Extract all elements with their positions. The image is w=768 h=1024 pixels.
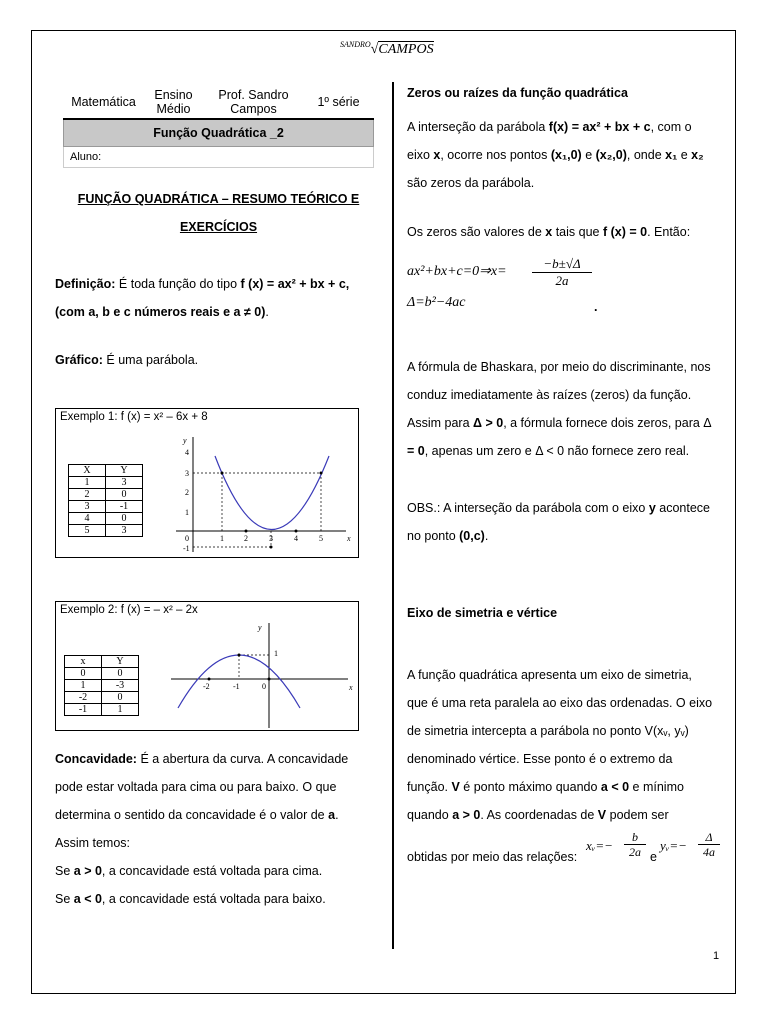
- text: A função quadrática apresenta um eixo de simetria,: [407, 668, 692, 682]
- example-2-box: [55, 601, 359, 731]
- text: são zeros da parábola.: [407, 176, 535, 190]
- y-axis-label: y: [258, 623, 262, 632]
- yv-fraction: [698, 830, 720, 859]
- table-cell: -1: [106, 501, 143, 513]
- origin-label: 0: [185, 534, 189, 543]
- var: y: [648, 501, 656, 515]
- fraction-numerator: b: [624, 830, 646, 845]
- student-cell: Aluno:: [64, 147, 374, 168]
- text: tais que: [552, 225, 603, 239]
- definition-end: .: [265, 305, 269, 319]
- x-tick-label: 4: [294, 534, 298, 543]
- text: é ponto máximo quando: [459, 780, 601, 794]
- formula: f(x) = ax² + bx + c: [548, 120, 651, 134]
- point: (x₁,0): [550, 148, 582, 162]
- table-header: Y: [102, 656, 139, 668]
- y-tick-label: 2: [185, 488, 189, 497]
- formula-left: ax²+bx+c=0⇒x=: [407, 264, 507, 279]
- and-word: e: [650, 850, 657, 864]
- x-tick-label: 2: [244, 534, 248, 543]
- var: x₂: [691, 148, 704, 162]
- data-point: [270, 546, 273, 549]
- concavity-end: .: [335, 808, 339, 822]
- xv-fraction: [624, 830, 646, 859]
- var: x₁: [665, 148, 678, 162]
- condition: Δ < 0: [535, 444, 565, 458]
- axis-paragraph: [407, 661, 722, 829]
- topic-cell: Função Quadrática _2: [64, 119, 374, 147]
- text: OBS.: A interseção da parábola com o eixo: [407, 501, 649, 515]
- x-tick-label: 0: [262, 682, 266, 691]
- table-header: X: [69, 465, 106, 477]
- text: e: [677, 148, 692, 162]
- rule-text: , a concavidade está voltada para baixo.: [101, 892, 326, 906]
- table-cell: -2: [65, 692, 102, 704]
- table-cell: 3: [69, 501, 106, 513]
- graph-paragraph: [55, 353, 198, 367]
- header-table: [63, 85, 374, 168]
- title-line-1: FUNÇÃO QUADRÁTICA – RESUMO TEÓRICO E: [77, 192, 360, 206]
- y-axis-label: y: [183, 436, 187, 445]
- table-cell: 1: [65, 680, 102, 692]
- y-tick-label: 1: [274, 649, 278, 658]
- table-cell: -1: [65, 704, 102, 716]
- table-cell: 2: [69, 489, 106, 501]
- bhaskara-formula: [407, 263, 507, 280]
- fraction-denominator: 2a: [629, 845, 641, 859]
- y-tick-label: 1: [185, 508, 189, 517]
- text: acontece: [655, 501, 710, 515]
- x-tick-label: 5: [319, 534, 323, 543]
- title-line-2: EXERCÍCIOS: [179, 220, 258, 234]
- text: . Então:: [647, 225, 691, 239]
- text: de simetria intercepta a parábola no ponto V(xᵥ, yᵥ): [407, 724, 689, 738]
- example-1-box: [55, 408, 359, 558]
- table-cell: 5: [69, 525, 106, 537]
- data-point: [221, 472, 224, 475]
- table-cell: 0: [102, 692, 139, 704]
- data-point: [208, 678, 211, 681]
- yv-formula-left: yᵥ=−: [660, 838, 687, 853]
- text: e: [581, 148, 596, 162]
- example-2-graph: [166, 618, 356, 730]
- concavity-label: Concavidade:: [55, 752, 137, 766]
- axis-section-title: Eixo de simetria e vértice: [407, 606, 558, 620]
- table-cell: 0: [102, 668, 139, 680]
- condition: a < 0: [600, 780, 630, 794]
- text: A fórmula de Bhaskara, por meio do discriminante, nos: [407, 360, 711, 374]
- text: não fornece zero real.: [564, 444, 690, 458]
- var: x: [545, 225, 553, 239]
- condition: = 0: [407, 444, 425, 458]
- table-header: Y: [106, 465, 143, 477]
- example-1-table: [68, 464, 143, 537]
- xv-formula-left: xᵥ=−: [586, 838, 613, 853]
- x-tick-label: 3: [269, 534, 273, 543]
- var: V: [451, 780, 460, 794]
- var: x: [433, 148, 441, 162]
- rule-text: , a concavidade está voltada para cima.: [101, 864, 323, 878]
- definition-condition: (com a, b e c números reais e a ≠ 0): [55, 305, 266, 319]
- condition: a > 0: [452, 808, 481, 822]
- table-cell: 0: [65, 668, 102, 680]
- text: no ponto: [407, 529, 460, 543]
- point: (0,c): [459, 529, 485, 543]
- data-point: [238, 654, 241, 657]
- y-tick-label: 4: [185, 448, 189, 457]
- text: . As coordenadas de: [480, 808, 598, 822]
- page-number: 1: [713, 950, 720, 962]
- x-tick-label: -1: [233, 682, 240, 691]
- x-axis-label: x: [347, 534, 351, 543]
- level-cell: Ensino Médio: [144, 85, 204, 119]
- column-divider: [392, 82, 394, 949]
- text: quando: [407, 808, 453, 822]
- example-1-title: Exemplo 1: f (x) = x² – 6x + 8: [60, 411, 208, 423]
- fraction-denominator: 4a: [703, 845, 715, 859]
- author-logo: [340, 40, 434, 58]
- text: e mínimo: [629, 780, 684, 794]
- concavity-a: a: [328, 808, 336, 822]
- table-cell: 0: [106, 513, 143, 525]
- example-2-table: [64, 655, 139, 716]
- text: conduz imediatamente às raízes (zeros) da função.: [407, 388, 692, 402]
- concavity-text: determina o sentido da concavidade é o valor de: [55, 808, 329, 822]
- text: .: [484, 529, 489, 543]
- relations-text: obtidas por meio das relações:: [407, 850, 578, 864]
- fraction-numerator: Δ: [698, 830, 720, 845]
- logo-name: CAMPOS: [378, 42, 434, 57]
- y-tick-label: -1: [183, 544, 190, 553]
- bhaskara-fraction: [532, 256, 592, 289]
- zeros-title: Zeros ou raízes da função quadrática: [407, 86, 628, 100]
- assim-text: Assim temos:: [55, 836, 131, 850]
- table-cell: 0: [106, 489, 143, 501]
- definition-formula: f (x) = ax² + bx + c,: [240, 277, 350, 291]
- formula-dot: .: [594, 300, 598, 314]
- fraction-numerator: −b±√Δ: [532, 256, 592, 273]
- table-cell: 1: [69, 477, 106, 489]
- concavity-text: pode estar voltada para cima ou para baixo. O que: [55, 780, 337, 794]
- text: que é uma reta paralela ao eixo das ordenadas. O eixo: [407, 696, 713, 710]
- x-tick-label: 1: [220, 534, 224, 543]
- logo-sup: SANDRO: [340, 40, 371, 49]
- delta-formula: Δ=b²−4ac: [407, 295, 466, 310]
- x-axis-label: x: [349, 683, 353, 692]
- var: V: [597, 808, 607, 822]
- definition-text: É toda função do tipo: [115, 277, 241, 291]
- parabola-curve: [215, 456, 329, 530]
- y-tick-label: 3: [185, 469, 189, 478]
- data-point: [320, 472, 323, 475]
- rule-text: Se: [55, 864, 74, 878]
- rule-condition: a > 0: [73, 864, 102, 878]
- condition: Δ > 0: [473, 416, 504, 430]
- text: , ocorre nos pontos: [440, 148, 551, 162]
- x-tick-label: -2: [203, 682, 210, 691]
- text: A interseção da parábola: [407, 120, 549, 134]
- table-cell: 4: [69, 513, 106, 525]
- text: podem ser: [606, 808, 669, 822]
- concavity-text: É a abertura da curva. A concavidade: [136, 752, 349, 766]
- logo-radical: √: [370, 42, 379, 57]
- rule-condition: a < 0: [73, 892, 102, 906]
- data-point: [268, 678, 271, 681]
- table-header: x: [65, 656, 102, 668]
- table-cell: 3: [106, 525, 143, 537]
- data-point: [295, 530, 298, 533]
- bhaskara-paragraph: [407, 353, 722, 465]
- zeros-paragraph-1: [407, 113, 722, 197]
- rule-text: Se: [55, 892, 74, 906]
- text: denominado vértice. Esse ponto é o extremo da: [407, 752, 673, 766]
- concavity-paragraph: [55, 745, 372, 913]
- table-cell: -3: [102, 680, 139, 692]
- formula: f (x) = 0: [602, 225, 648, 239]
- grade-cell: 1º série: [304, 85, 374, 119]
- text: função.: [407, 780, 452, 794]
- example-1-graph: [171, 427, 356, 557]
- subject-cell: Matemática: [64, 85, 144, 119]
- text: Assim para: [407, 416, 473, 430]
- text: , com o: [650, 120, 692, 134]
- example-2-title: Exemplo 2: f (x) = – x² – 2x: [60, 604, 198, 616]
- text: eixo: [407, 148, 434, 162]
- text: , onde: [626, 148, 666, 162]
- text: , apenas um zero e: [424, 444, 536, 458]
- obs-paragraph: [407, 494, 722, 550]
- graph-label: Gráfico:: [55, 353, 103, 367]
- data-point: [245, 530, 248, 533]
- page-title: [63, 185, 374, 241]
- text: , a fórmula fornece dois zeros, para Δ: [503, 416, 712, 430]
- table-cell: 1: [102, 704, 139, 716]
- table-cell: 3: [106, 477, 143, 489]
- point: (x₂,0): [595, 148, 627, 162]
- teacher-cell: Prof. Sandro Campos: [204, 85, 304, 119]
- definition-label: Definição:: [55, 277, 116, 291]
- fraction-denominator: 2a: [555, 273, 569, 288]
- text: Os zeros são valores de: [407, 225, 546, 239]
- definition-paragraph: [55, 270, 375, 326]
- zeros-paragraph-2: [407, 225, 722, 239]
- graph-text: É uma parábola.: [102, 353, 199, 367]
